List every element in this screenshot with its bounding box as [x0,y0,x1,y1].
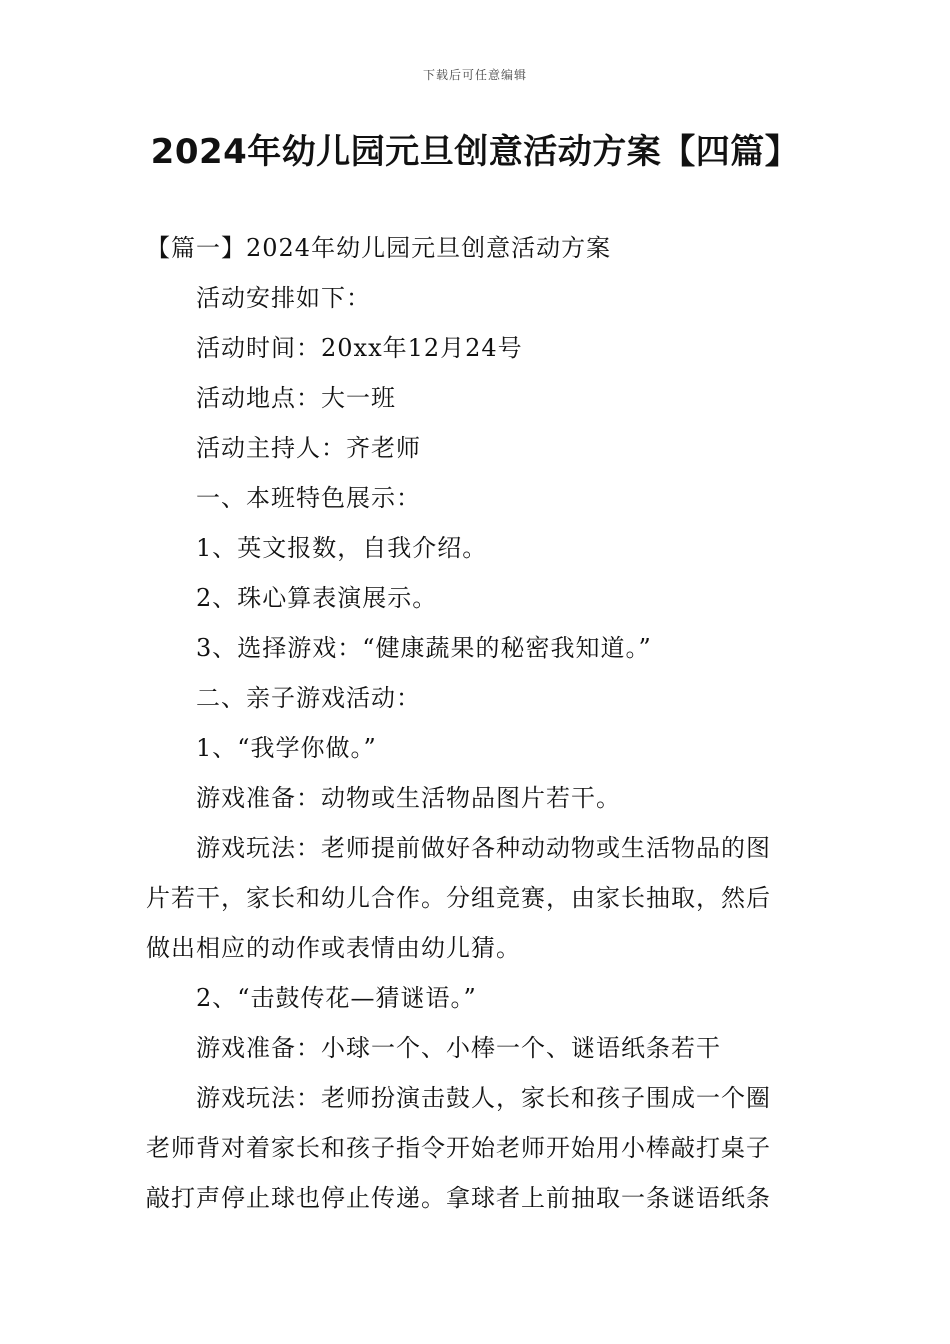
paragraph-line: 游戏玩法：老师扮演击鼓人，家长和孩子围成一个圈 [196,1084,771,1112]
paragraph-line: 二、亲子游戏活动： [196,684,421,712]
paragraph-line: 3、选择游戏：“健康蔬果的秘密我知道。” [196,634,652,662]
paragraph-line: 活动安排如下： [196,284,371,312]
paragraph-line: 活动地点：大一班 [196,384,396,412]
paragraph-line: 2、珠心算表演展示。 [196,584,438,612]
paragraph-line: 敲打声停止球也停止传递。拿球者上前抽取一条谜语纸条 [146,1184,771,1212]
section-heading: 【篇一】2024年幼儿园元旦创意活动方案 [146,234,612,262]
paragraph-line: 做出相应的动作或表情由幼儿猜。 [146,934,521,962]
header-note: 下载后可任意编辑 [422,68,527,82]
paragraph-line: 一、本班特色展示： [196,484,421,512]
paragraph-line: 2、“击鼓传花—猜谜语。” [196,984,477,1012]
paragraph-line: 游戏准备：小球一个、小棒一个、谜语纸条若干 [196,1034,721,1062]
paragraph-line: 游戏玩法：老师提前做好各种动动物或生活物品的图 [196,834,771,862]
paragraph-line: 活动主持人：齐老师 [196,434,421,462]
paragraph-line: 老师背对着家长和孩子指令开始老师开始用小棒敲打桌子 [146,1134,771,1162]
paragraph-line: 1、“我学你做。” [196,734,377,762]
document-title: 2024年幼儿园元旦创意活动方案【四篇】 [150,132,800,172]
paragraph-line: 游戏准备：动物或生活物品图片若干。 [196,784,621,812]
paragraph-line: 片若干，家长和幼儿合作。分组竞赛，由家长抽取，然后 [146,884,771,912]
paragraph-line: 活动时间：20xx年12月24号 [196,334,523,362]
paragraph-line: 1、英文报数，自我介绍。 [196,534,488,562]
